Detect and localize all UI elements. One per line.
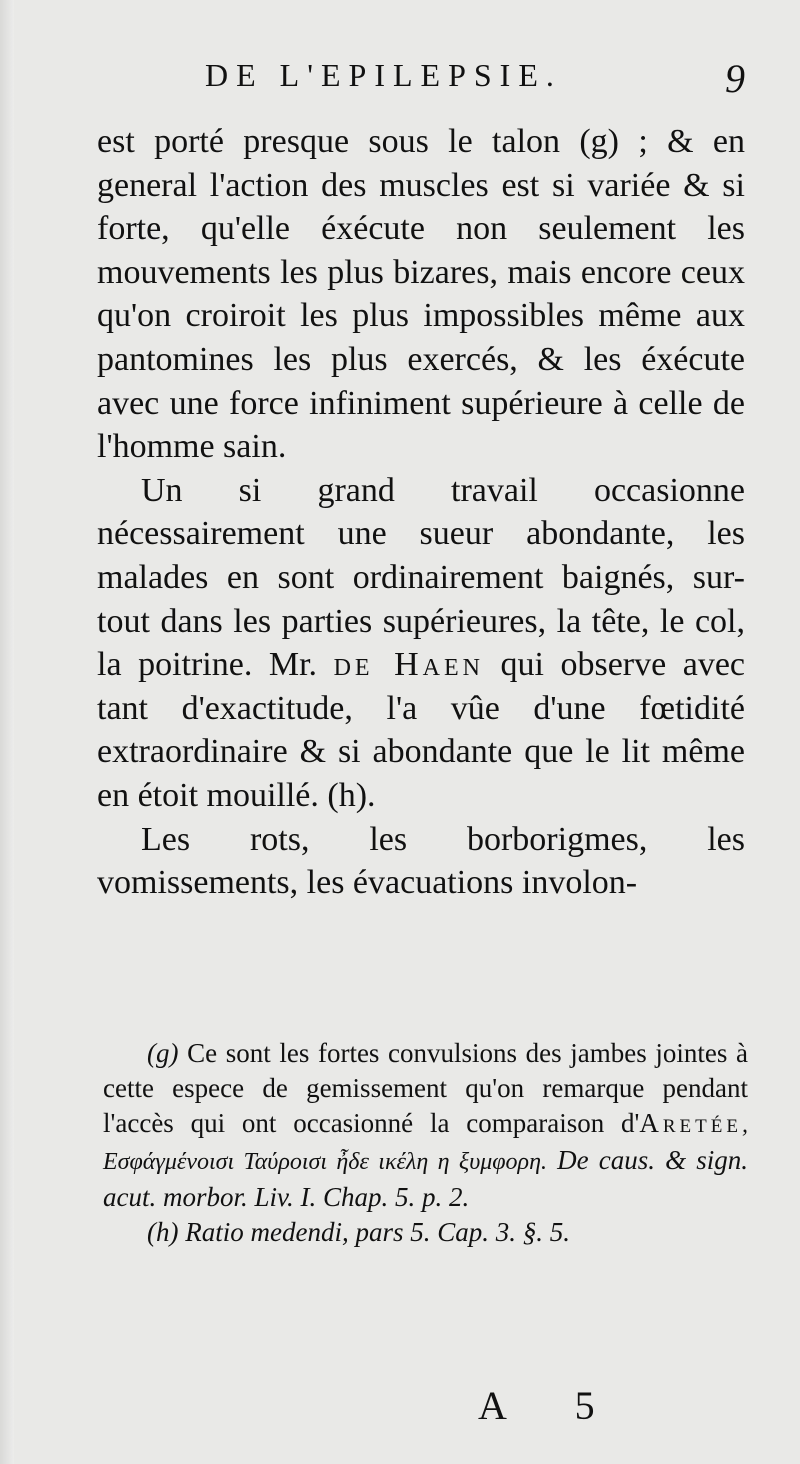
paragraph-2 bbox=[97, 469, 745, 818]
page-edge-shadow bbox=[0, 0, 14, 1464]
printer-signature: A 5 bbox=[478, 1383, 625, 1428]
page-header bbox=[205, 55, 745, 103]
footnote-g bbox=[103, 1036, 748, 1215]
running-head: DE L'EPILEPSIE. bbox=[205, 57, 562, 93]
footnote-g-author: Aretée bbox=[639, 1108, 742, 1138]
footnote-g-citation: De caus. & sign. acut. morbor. Liv. I. Chap. 5. p. 2. bbox=[103, 1145, 749, 1212]
footnotes bbox=[103, 1036, 748, 1250]
page-number: 9 bbox=[725, 56, 745, 101]
footnote-g-marker: (g) bbox=[147, 1038, 179, 1068]
paragraph-2-text-end: qui observe avec tant d'exactitude, l'a vûe d'une fœtidité extraordinaire & si abondante que le lit même en étoit mouillé. (h). bbox=[97, 646, 746, 814]
footnote-g-text: Ce sont les fortes convulsions des jambes jointes à cette espece de gemissement qu'on remarque pendant l'accès qui ont occasionné la comparaison d' bbox=[103, 1038, 748, 1138]
footnote-h bbox=[103, 1215, 748, 1250]
footnote-h-marker: (h) bbox=[147, 1217, 179, 1247]
footnote-g-greek: , Εσφάγμένοισι Ταύροισι ἦδε ικέλη η ξυμφορη. bbox=[103, 1112, 748, 1175]
author-name-de-haen: de Haen bbox=[333, 646, 484, 684]
paragraph-2-text: Un si grand travail occasionne nécessairement une sueur abondante, les malades en sont ordinairement baignés, sur-tout dans les parties supérieures, la tête, le col, la poitrine. Mr. bbox=[97, 471, 745, 684]
footnote-h-text: Ratio medendi, pars 5. Cap. 3. §. 5. bbox=[178, 1217, 570, 1247]
paragraph-1: est porté presque sous le talon (g) ; & en general l'action des muscles est si variée & si forte, qu'elle éxécute non seulement les mouvements les plus bizares, mais encore ceux qu'on croiroit les plus impossibles même aux pantomines les plus exercés, & les éxécute avec une force infiniment supérieure à celle de l'homme sain. bbox=[97, 123, 745, 466]
main-text bbox=[97, 120, 745, 905]
paragraph-3: Les rots, les borborigmes, les vomissements, les évacuations involon- bbox=[97, 820, 745, 902]
